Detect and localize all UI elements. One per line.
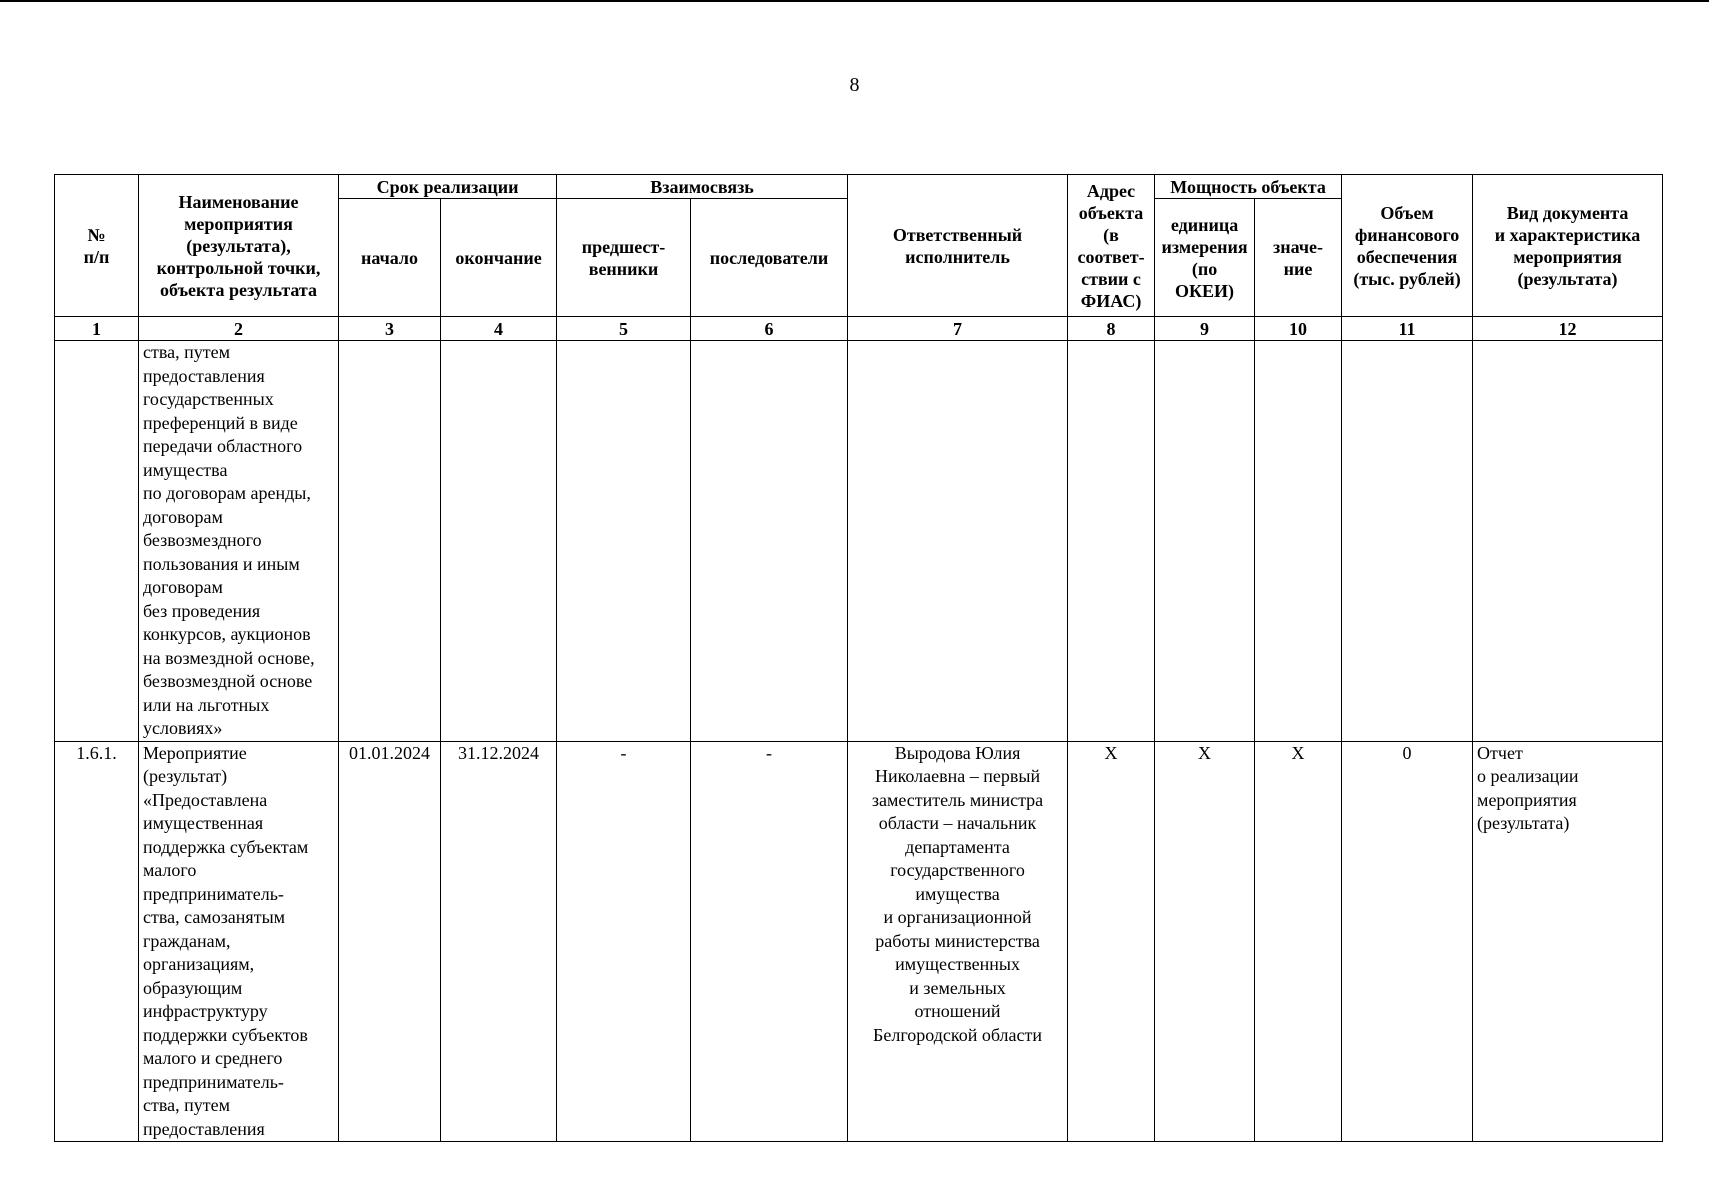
column-number: 7: [848, 317, 1068, 341]
cell-predecessors: -: [557, 741, 691, 1142]
header-row-1: [55, 175, 1663, 199]
column-number: 11: [1342, 317, 1473, 341]
cell-unit: X: [1155, 741, 1255, 1142]
column-number: 10: [1255, 317, 1342, 341]
column-number: 12: [1473, 317, 1663, 341]
table-row: [55, 741, 1663, 1142]
page-number: 8: [849, 74, 860, 96]
column-number: 6: [691, 317, 848, 341]
column-number: 3: [339, 317, 441, 341]
header-unit: единица измерения (по ОКЕИ): [1155, 199, 1255, 317]
cell-responsible: Выродова Юлия Николаевна – первый заместитель министра области – начальник департамента государственного имущества и организационной работы министерства имущественных и земельных отношений Белгородской области: [848, 741, 1068, 1142]
cell-finance: [1342, 341, 1473, 742]
column-number: 8: [1068, 317, 1155, 341]
cell-successors: -: [691, 741, 848, 1142]
header-group-link: Взаимосвязь: [557, 175, 848, 199]
header-group-capacity: Мощность объекта: [1155, 175, 1342, 199]
header-finance: Объем финансового обеспечения (тыс. рублей): [1342, 175, 1473, 317]
cell-unit: [1155, 341, 1255, 742]
cell-start: [339, 341, 441, 742]
cell-value: [1255, 341, 1342, 742]
column-number: 2: [139, 317, 339, 341]
cell-document: [1473, 341, 1663, 742]
cell-address: X: [1068, 741, 1155, 1142]
cell-end: 31.12.2024: [441, 741, 557, 1142]
header-predecessors: предшест- венники: [557, 199, 691, 317]
header-name: Наименование мероприятия (результата), контрольной точки, объекта результата: [139, 175, 339, 317]
header-successors: последователи: [691, 199, 848, 317]
header-start: начало: [339, 199, 441, 317]
header-responsible: Ответственный исполнитель: [848, 175, 1068, 317]
plan-table: [54, 174, 1663, 1142]
cell-num: [55, 341, 139, 742]
cell-responsible: [848, 341, 1068, 742]
header-group-term: Срок реализации: [339, 175, 557, 199]
plan-table-container: [54, 174, 1662, 1139]
column-number: 1: [55, 317, 139, 341]
header-end: окончание: [441, 199, 557, 317]
header-address: Адрес объекта (в соответ- ствии с ФИАС): [1068, 175, 1155, 317]
cell-end: [441, 341, 557, 742]
header-value: значе- ние: [1255, 199, 1342, 317]
cell-finance: 0: [1342, 741, 1473, 1142]
cell-predecessors: [557, 341, 691, 742]
cell-value: X: [1255, 741, 1342, 1142]
column-number: 9: [1155, 317, 1255, 341]
cell-successors: [691, 341, 848, 742]
cell-num: 1.6.1.: [55, 741, 139, 1142]
column-number: 4: [441, 317, 557, 341]
column-number: 5: [557, 317, 691, 341]
header-num: № п/п: [55, 175, 139, 317]
cell-document: Отчет о реализации мероприятия (результата): [1473, 741, 1663, 1142]
column-number-row: [55, 317, 1663, 341]
header-document: Вид документа и характеристика мероприятия (результата): [1473, 175, 1663, 317]
table-row: [55, 341, 1663, 742]
cell-name: ства, путем предоставления государственных преференций в виде передачи областного имущества по договорам аренды, договорам безвозмездного пользования и иным договорам без проведения конкурсов, аукционов на возмездной основе, безвозмездной основе или на льготных условиях»: [139, 341, 339, 742]
cell-address: [1068, 341, 1155, 742]
cell-name: Мероприятие (результат) «Предоставлена имущественная поддержка субъектам малого предприниматель- ства, самозанятым гражданам, организациям, образующим инфраструктуру поддержки субъектов малого и среднего предприниматель- ства, путем предоставления: [139, 741, 339, 1142]
cell-start: 01.01.2024: [339, 741, 441, 1142]
top-border-line: [0, 0, 1709, 2]
